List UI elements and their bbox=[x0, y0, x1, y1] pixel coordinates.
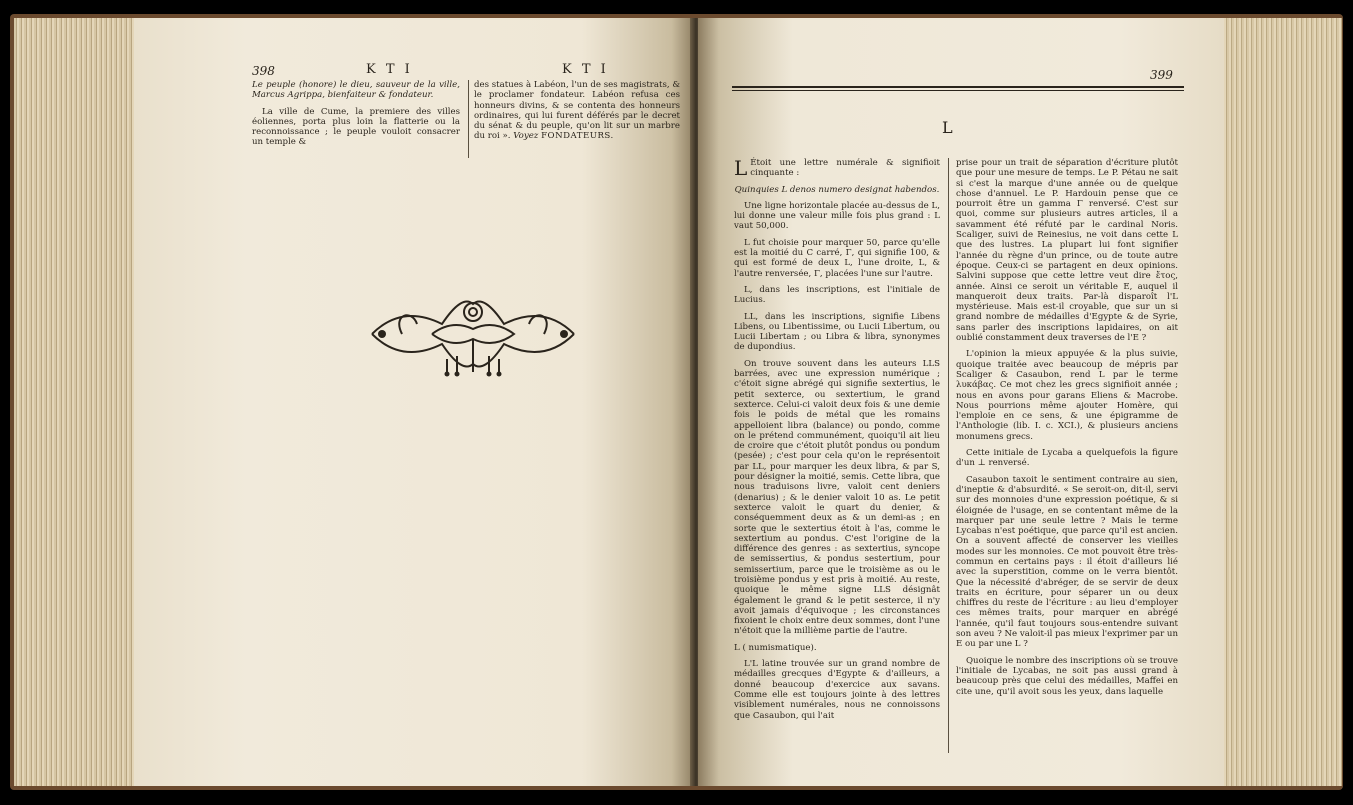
right2-paragraph-3: Cette initiale de Lycaba a quelquefois la figure d'un ⊥ renversé. bbox=[956, 448, 1178, 469]
right-paragraph-5: LL, dans les inscriptions, signifie Libens Libens, ou Libentissime, ou Lucii Libertum, ou Lucii Libertam ; ou Libra & libra, synonymes de dupondius. bbox=[734, 311, 940, 353]
header-rule-thick bbox=[732, 86, 1184, 88]
intro-paragraph bbox=[734, 158, 940, 179]
right-paragraph-6: On trouve souvent dans les auteurs LLS barrées, avec une expression numérique ; c'étoit signe abrégé qui signifie sextertius, le petit sexterce, ou sextertium, le grand sexterce. Celui-ci valoit deux fois & une demie fois le poids de métal que les romains appelloient libra (balance) ou pondo, comme on le prétend communément, quoiqu'il ait lieu de croire que c'étoit plutôt pondus ou pondum (pesée) ; c'est pour cela qu'on le représentoit par LL, pour marquer les deux libra, & par S, pour désigner la moitié, semis. Cette libra, que nous traduisons livre, valoit cent deniers (denarius) ; & le denier valoit 10 as. Le petit sexterce valoit le quart du denier, & conséquemment deux as & un demi-as ; en sorte que le sextertius étoit à l'as, comme le sextertium au pondus. C'est l'origine de la différence des genres : as sextertius, syncope de semissertius, & pondus sestertium, pour semissertium, parce que le troisième as ou le troisième pondus y est pris à moitié. Au reste, quoique le même signe LLS désignât également le grand & le petit sesterce, il n'y avoit jamais d'équivoque ; les circonstances fixoient le choix entre deux sommes, dont l'une n'étoit que la millième partie de l'autre. bbox=[734, 358, 940, 637]
left-page bbox=[134, 18, 694, 786]
right-column-1 bbox=[734, 158, 940, 727]
right-paragraph-4: L, dans les inscriptions, est l'initiale de Lucius. bbox=[734, 284, 940, 306]
right-column-divider bbox=[948, 158, 949, 753]
right2-paragraph-5: Quoique le nombre des inscriptions où se trouve l'initiale de Lycabas, ne soit pas aussi grand à beaucoup près que celui des médailles, Maffei en cite une, qu'il avoit sous les yeux, dans laquelle bbox=[956, 655, 1178, 697]
latin-quote: Quinquies L denos numero designat habendos. bbox=[734, 184, 940, 195]
left-paragraph-cume: La ville de Cume, la premiere des villes éoliennes, porta plus loin la flatterie ou la reconnoissance ; le peuple vouloit consacrer un temple & bbox=[252, 106, 460, 148]
right-paragraph-7: L'L latine trouvée sur un grand nombre de médailles grecques d'Egypte & d'ailleurs, a donné beaucoup d'exercice aux savans. Comme elle est toujours jointe à des lettres visiblement numérales, nous ne connoissons que Casaubon, qui l'ait bbox=[734, 659, 940, 721]
right-page-number: 399 bbox=[1150, 68, 1173, 82]
right2-paragraph-4: Casaubon taxoit le sentiment contraire au sien, d'ineptie & d'absurdité. « Se seroit-on, dit-il, servi sur des monnoies d'une expression poétique, & si éloignée de l'usage, en se contentant même de la marquer par une seule lettre ? Mais le terme Lycabas n'est poétique, que parce qu'il est ancien. On a souvent affecté de conserver les vieilles modes sur les monnoies. Ce mot pouvoit être très-commun en certains pays : il étoit d'ailleurs lié avec la superstition, comme on le verra bientôt. Que la nécessité d'abréger, de se servir de deux traits en écriture, pour séparer un ou deux chiffres du reste de l'écriture : au lieu d'employer ces mêmes traits, pour marquer en abrégé l'année, qu'il faut toujours sous-entendre suivant son aveu ? Ne valoit-il pas mieux l'exprimer par un E ou par une L ? bbox=[956, 474, 1178, 650]
ornament-cartouche-icon bbox=[362, 284, 584, 380]
labeon-text: des statues à Labéon, l'un de ses magistrats, & le proclamer fondateur. Labéon refusa ces honneurs divins, & se contenta des honneurs ordinaires, qui lui furent déférés par le decret du sénat & du peuple, qu'on lit sur un marbre du roi ». bbox=[474, 80, 680, 142]
left-column-2 bbox=[474, 80, 680, 148]
left-paragraph-labeon bbox=[474, 80, 680, 142]
left-page-number: 398 bbox=[252, 64, 275, 78]
right-page-edges bbox=[1224, 18, 1342, 786]
numismatique-heading: L ( numismatique). bbox=[734, 642, 817, 653]
column-divider bbox=[468, 80, 469, 158]
right2-paragraph-1: prise pour un trait de séparation d'écriture plutôt que pour une mesure de temps. Le P. Pétau ne sait si c'est la marque d'une année ou de quelque chose d'annuel. Le P. Hardouin pense que ce pourroit être un gamma Γ renversé. C'est sur quoi, comme sur plusieurs autres articles, il a savamment été réfuté par le cardinal Noris. Scaliger, suivi de Reinesius, ne voit dans cette L que des lustres. La plupart lui font signifier l'année du règne d'un prince, ou de toute autre époque. Ceux-ci se partagent en deux opinions. Salvini suppose que cette lettre veut dire ἔτος, année. Ainsi ce seroit un véritable E, auquel il manqueroit deux traits. Par-là disparoît l'L mystérieuse. Mais est-il croyable, que sur un si grand nombre de médailles d'Egypte & de Syrie, sans parler des inscriptions lapidaires, on ait oublié constamment deux traverses de l'E ? bbox=[956, 158, 1178, 344]
right-page bbox=[698, 18, 1224, 786]
intro-text: Étoit une lettre numérale & signifioit cinquante : bbox=[750, 158, 940, 179]
left-running-head-1: K T I bbox=[366, 62, 413, 77]
right-paragraph-3: L fut choisie pour marquer 50, parce qu'elle est la moitié du C carré, Γ, qui signifie 100, & qui est formé de deux L, l'une droite, L, & l'autre renversée, Γ, placées l'une sur l'autre. bbox=[734, 237, 940, 279]
see-target: FONDATEURS. bbox=[541, 131, 614, 142]
right-paragraph-2: Une ligne horizontale placée au-dessus de L, lui donne une valeur mille fois plus grand : L vaut 50,000. bbox=[734, 200, 940, 232]
right-column-2 bbox=[956, 158, 1178, 703]
left-column-1 bbox=[252, 80, 460, 154]
see-prefix: Voyez bbox=[513, 131, 539, 142]
section-letter: L bbox=[942, 118, 953, 137]
right2-paragraph-2: L'opinion la mieux appuyée & la plus suivie, quoique traitée avec beaucoup de mépris par Scaliger & Casaubon, rend L par le terme λυκάβας. Ce mot chez les grecs signifioit année ; nous en avons pour garans Eliens & Macrobe. Nous pourrions même ajouter Homère, qui l'emploie en ce sens, & une épigramme de l'Anthologie (lib. I. c. XCI.), & plusieurs anciens monumens grecs. bbox=[956, 349, 1178, 442]
header-rule-thin bbox=[732, 90, 1184, 91]
drop-initial: L bbox=[734, 156, 748, 180]
inscription-caption: Le peuple (honore) le dieu, sauveur de la ville, Marcus Agrippa, bienfaiteur & fondateur. bbox=[252, 80, 460, 101]
left-page-edges bbox=[14, 18, 134, 786]
left-running-head-2: K T I bbox=[562, 62, 609, 77]
